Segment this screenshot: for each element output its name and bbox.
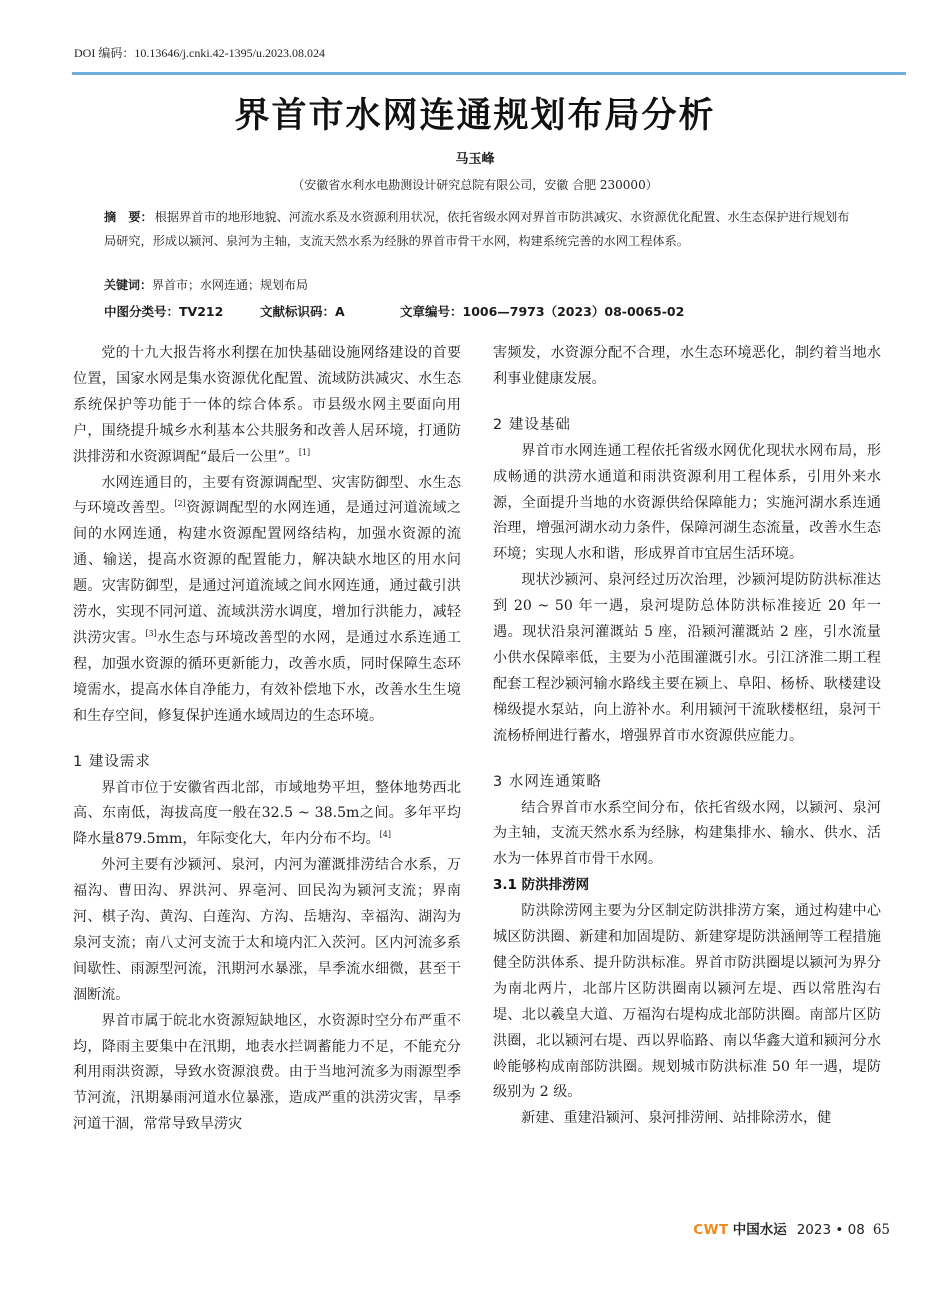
clc-number: 中图分类号：TV212 xyxy=(104,304,224,319)
issue-number: 2023 • 08 xyxy=(796,1222,865,1238)
left-column xyxy=(73,341,461,1138)
doi-line: DOI 编码：10.13646/j.cnki.42-1395/u.2023.08.024 xyxy=(74,46,325,60)
paragraph: 水网连通目的，主要有资源调配型、灾害防御型、水生态与环境改善型。[2]资源调配型的水网连通，是通过河道流域之间的水网连通，构建水资源配置网络结构，加强水资源的流通、输送，提高水资源的配置能力，解决缺水地区的用水问题。灾害防御型，是通过河道流域之间水网连通，通过截引洪涝水，实现不同河道、流域洪涝水调度，增加行洪能力，减轻洪涝灾害。[3]水生态与环境改善型的水网，是通过水系连通工程，加强水资源的循环更新能力，改善水质，同时保障生态环境需水，提高水体自净能力，有效补偿地下水，改善水生生境和生存空间，修复保护连通水域周边的生态环境。 xyxy=(73,474,462,724)
paragraph: 防洪除涝网主要为分区制定防洪排涝方案，通过构建中心城区防洪圈、新建和加固堤防、新建穿堤防洪涵闸等工程措施健全防洪体系、提升防洪标准。界首市防洪圈堤以颍河为界分为南北两片，北部片区防洪圈南以颍河左堤、西以常胜沟右堤、北以羲皇大道、万福沟右堤构成北部防洪圈。南部片区防洪圈，北以颍河右堤、西以界临路、南以华鑫大道和颍河分水岭能够构成南部防洪圈。规划城市防洪标准 50 年一遇，堤防级别为 2 级。 xyxy=(493,903,881,1101)
page-number: 65 xyxy=(872,1222,890,1238)
author: 马玉峰 xyxy=(455,152,495,167)
subsection-heading-3-1: 3.1 防洪排涝网 xyxy=(493,877,590,894)
paragraph: 党的十九大报告将水利摆在加快基础设施网络建设的首要位置，国家水网是集水资源优化配置、流域防洪减灾、水生态系统保护等功能于一体的综合体系。市县级水网主要面向用户，围绕提升城乡水利基本公共服务和改善人居环境，打通防洪排涝和水资源调配“最后一公里”。[1] xyxy=(73,345,461,465)
header-rule xyxy=(72,72,906,75)
document-code: 文献标识码：A xyxy=(260,304,345,319)
paragraph: 界首市属于皖北水资源短缺地区，水资源时空分布严重不均，降雨主要集中在汛期，地表水拦调蓄能力不足，不能充分利用雨洪资源，导致水资源浪费。由于当地河流多为雨源型季节河流，汛期暴雨河道水位暴涨，造成严重的洪涝灾害，旱季河道干涸，常常导致旱涝灾 xyxy=(73,1012,461,1133)
abstract-label: 摘 要： xyxy=(104,210,153,224)
citation: [1] xyxy=(298,447,311,457)
section-heading-2: 2 建设基础 xyxy=(493,416,571,433)
paragraph: 结合界首市水系空间分布，依托省级水网，以颍河、泉河为主轴，支流天然水系为经脉，构建集排水、输水、供水、活水为一体界首市骨干水网。 xyxy=(493,799,881,868)
article-number: 文章编号：1006—7973（2023）08-0065-02 xyxy=(400,304,685,319)
keywords xyxy=(104,276,854,293)
journal-name: 中国水运 xyxy=(732,1222,787,1238)
paragraph: 现状沙颍河、泉河经过历次治理，沙颍河堤防防洪标准达到 20 ~ 50 年一遇，泉河堤防总体防洪标准接近 20 年一遇。现状沿泉河灌溉站 5 座，沿颍河灌溉站 2 座，引水流量小供水保障率低，主要为小范围灌溉引水。引江济淮二期工程配套工程沙颍河输水路线主要在颍上、阜阳、杨桥、耿楼建设梯级提水泵站，向上游补水。利用颍河干流耿楼枢纽，泉河干流杨桥闸进行蓄水，增强界首市水资源供应能力。 xyxy=(493,572,881,744)
paragraph: 界首市水网连通工程依托省级水网优化现状水网布局，形成畅通的洪涝水通道和雨洪资源利用工程体系，引用外来水源，全面提升当地的水资源供给保障能力；实施河湖水系连通治理，增强河湖水动力条件，保障河湖生态流量，改善水生态环境；实现人水和谐，形成界首市宜居生活环境。 xyxy=(493,442,881,563)
citation: [2] xyxy=(174,499,186,509)
classification-line xyxy=(104,302,864,320)
section-heading-3: 3 水网连通策略 xyxy=(493,773,602,790)
affiliation: （安徽省水利水电勘测设计研究总院有限公司，安徽 合肥 230000） xyxy=(292,178,658,192)
section-heading-1: 1 建设需求 xyxy=(73,753,151,770)
citation: [4] xyxy=(379,830,392,840)
article-title: 界首市水网连通规划布局分析 xyxy=(234,95,716,136)
paragraph: 害频发，水资源分配不合理，水生态环境恶化，制约着当地水利事业健康发展。 xyxy=(493,345,881,387)
paragraph: 外河主要有沙颍河、泉河，内河为灌溉排涝结合水系，万福沟、曹田沟、界洪河、界亳河、回民沟为颍河支流；界南河、棋子沟、黄沟、白莲沟、方沟、岳塘沟、幸福沟、湖沟为泉河支流；南八丈河支流于太和境内汇入茨河。区内河流多系间歇性、雨源型河流，汛期河水暴涨，旱季流水细微，甚至干涸断流。 xyxy=(73,857,461,1003)
abstract-text: 根据界首市的地形地貌、河流水系及水资源利用状况，依托省级水网对界首市防洪减灾、水资源优化配置、水生态保护进行规划布局研究，形成以颍河、泉河为主轴，支流天然水系为经脉的界首市骨干水网，构建系统完善的水网工程体系。 xyxy=(104,210,850,248)
page-footer xyxy=(693,1218,890,1238)
keywords-label: 关键词： xyxy=(104,278,153,292)
citation: [3] xyxy=(145,628,157,638)
journal-logo: CWT xyxy=(693,1222,729,1238)
paragraph: 新建、重建沿颍河、泉河排涝闸、站排除涝水，健 xyxy=(521,1110,832,1127)
keywords-text: 界首市；水网连通；规划布局 xyxy=(152,278,309,292)
paragraph: 界首市位于安徽省西北部，市域地势平坦，整体地势西北高、东南低，海拔高度一般在32.5 ~ 38.5m之间。多年平均降水量879.5mm，年际变化大，年内分布不均。[4] xyxy=(73,779,461,848)
right-column xyxy=(493,341,881,1132)
abstract xyxy=(104,206,854,253)
